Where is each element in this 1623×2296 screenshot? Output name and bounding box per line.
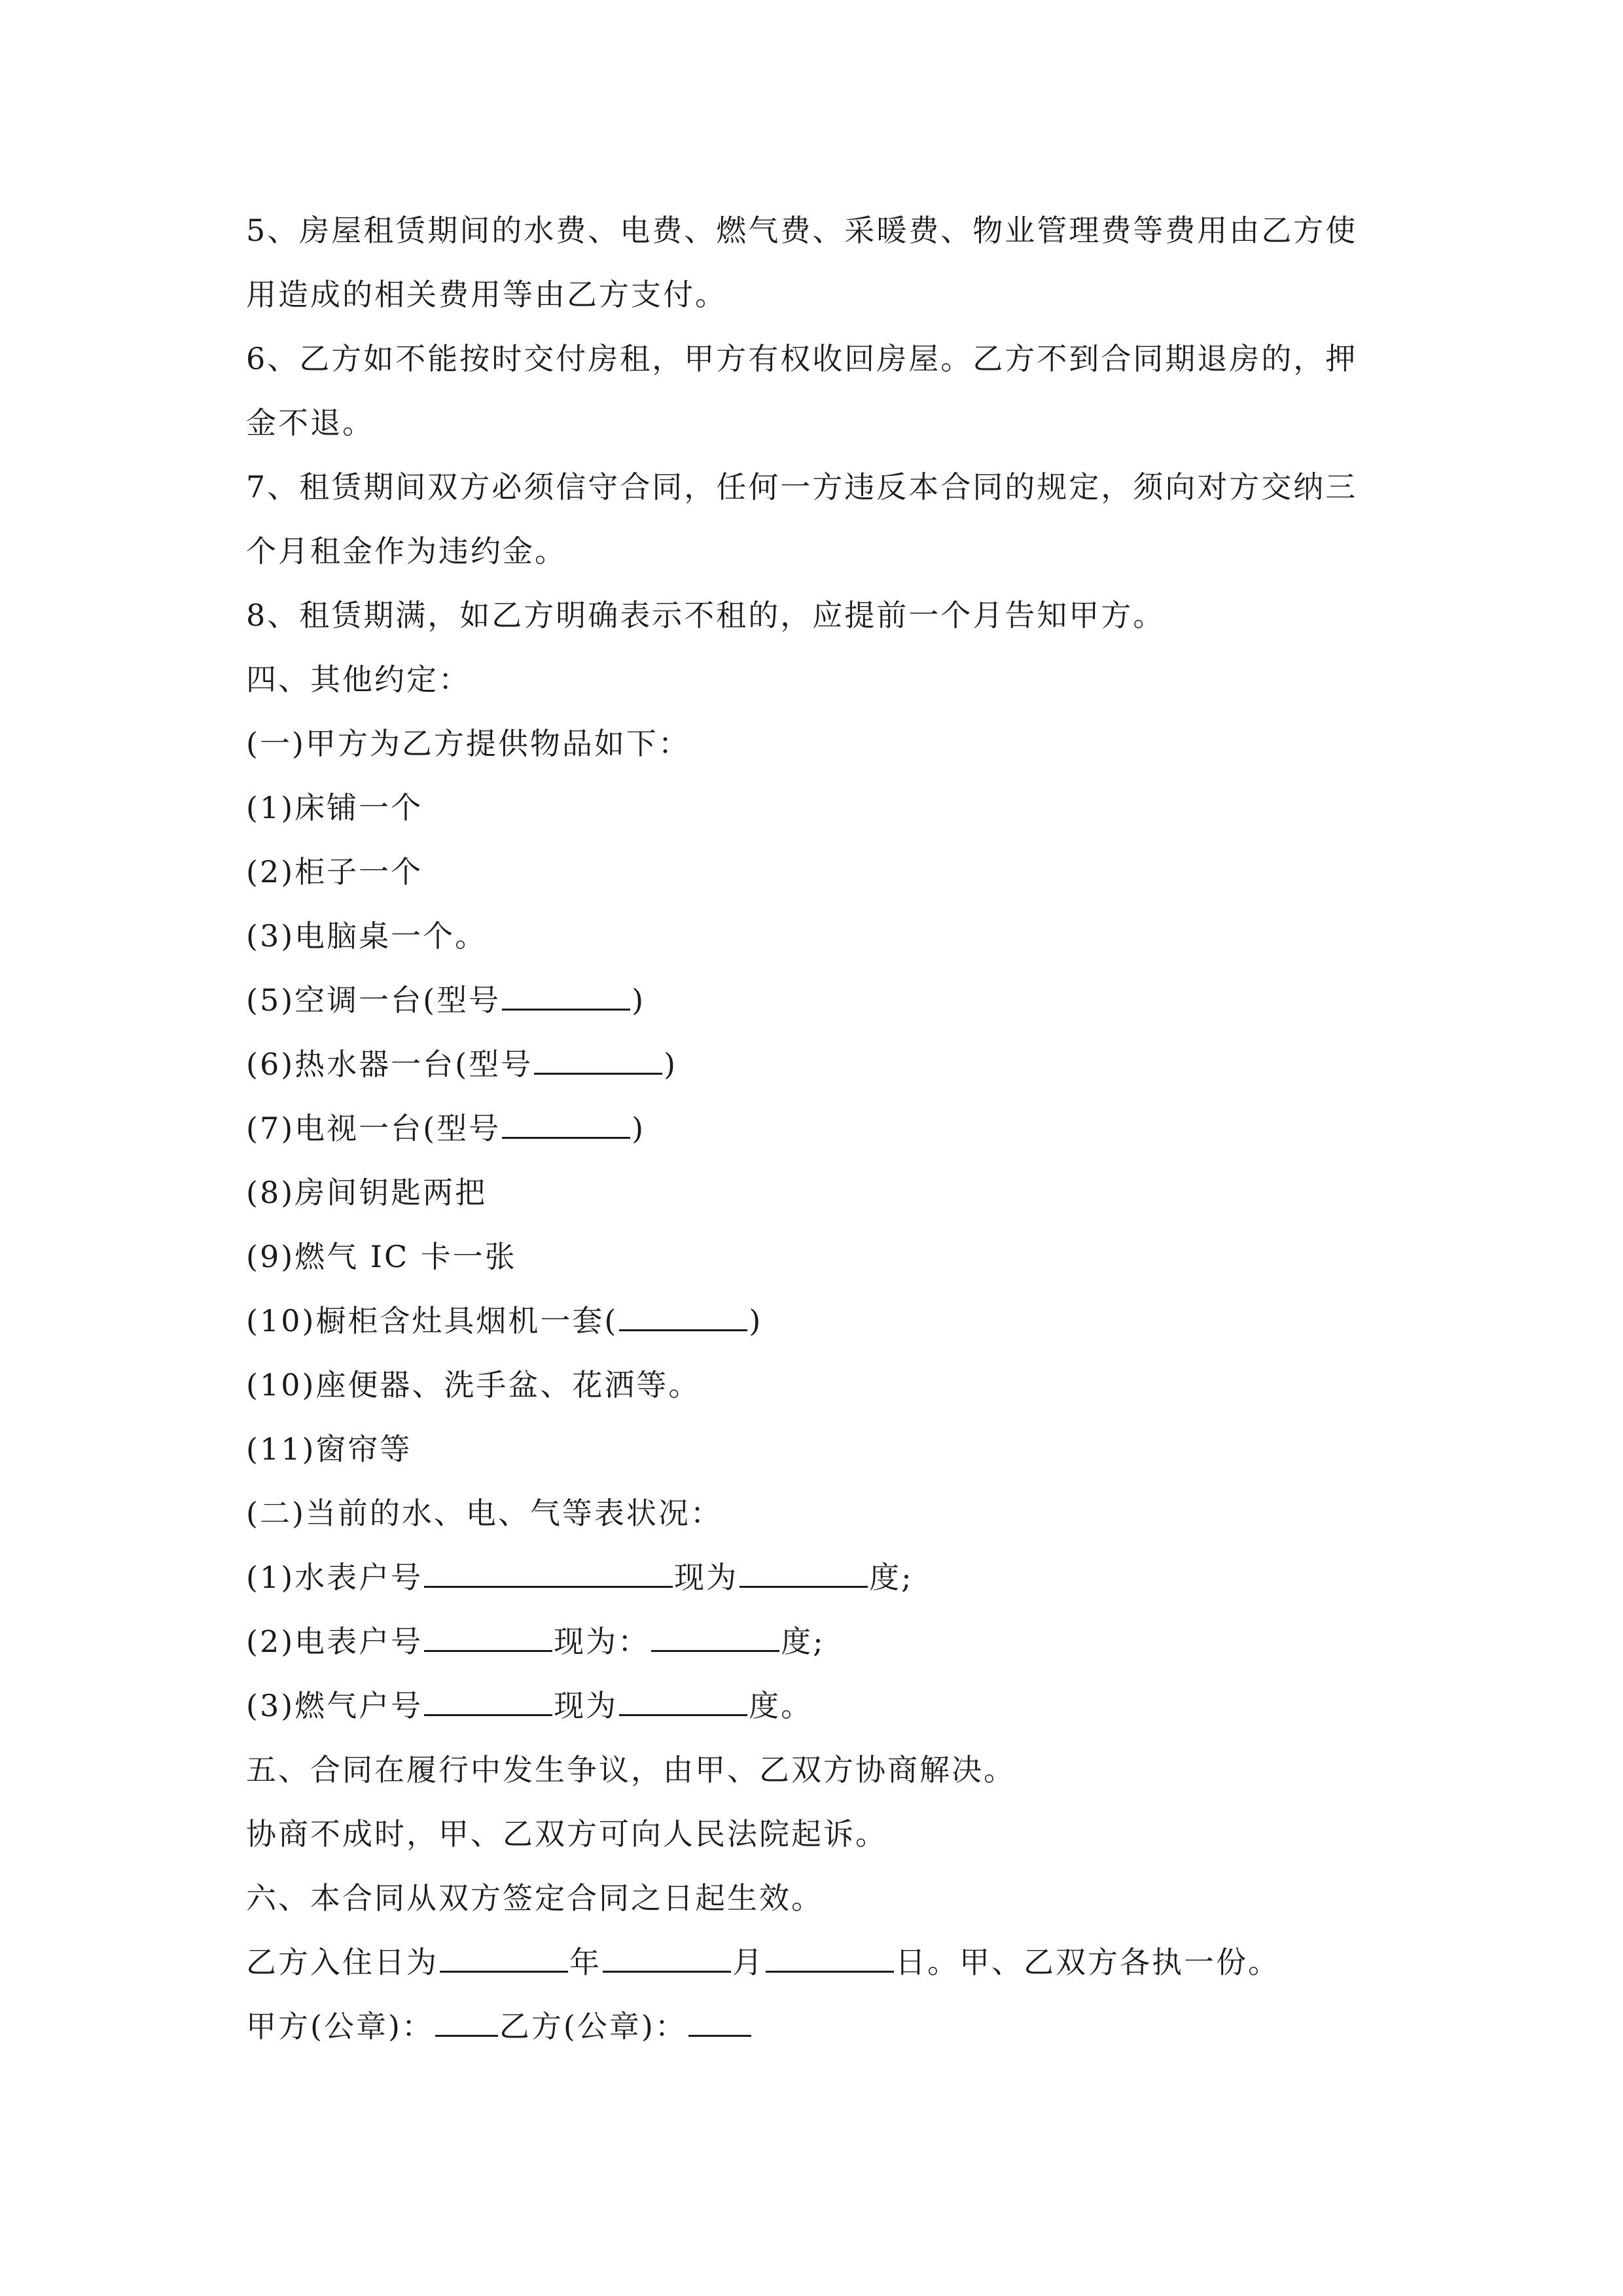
move-in-date [246, 1930, 1378, 1994]
item-keys [246, 1160, 1378, 1225]
clause-5-line-2 [246, 262, 1378, 327]
clause-text: 个月租金作为违约金。 [246, 533, 567, 569]
section-heading-text: 四、其他约定： [246, 662, 471, 697]
party-a-seal-blank[interactable] [435, 2005, 498, 2037]
contract-body [246, 198, 1378, 2058]
kitchen-cabinet-blank[interactable] [619, 1299, 747, 1331]
tv-model-blank[interactable] [502, 1107, 630, 1139]
subsection-2-heading [246, 1481, 1378, 1545]
clause-text: 5、房屋租赁期间的水费、电费、燃气费、采暖费、物业管理费等费用由乙方使 [246, 213, 1358, 248]
item-text-end: ) [749, 1303, 763, 1338]
meter-reading-label: 现为 [674, 1560, 739, 1595]
subsection-1-heading [246, 711, 1378, 776]
clause-text: 金不退。 [246, 405, 374, 440]
section-4-heading [246, 647, 1378, 711]
item-text: (9)燃气 IC 卡一张 [246, 1239, 517, 1274]
item-text-end: ) [632, 1111, 646, 1146]
meter-electric [246, 1609, 1378, 1674]
item-text: (10)座便器、洗手盆、花洒等。 [246, 1367, 701, 1403]
party-b-seal-label: 乙方(公章)： [499, 2009, 687, 2044]
meter-label: (1)水表户号 [246, 1560, 423, 1595]
clause-text: 6、乙方如不能按时交付房租，甲方有权收回房屋。乙方不到合同期退房的，押 [246, 341, 1358, 376]
item-gas-card [246, 1225, 1378, 1289]
subsection-heading-text: (二)当前的水、电、气等表状况： [246, 1496, 722, 1531]
move-in-day-blank[interactable] [766, 1941, 894, 1973]
clause-6-line-1 [246, 327, 1378, 391]
meter-label: (3)燃气户号 [246, 1688, 423, 1723]
day-label: 日。甲、乙双方各执一份。 [895, 1945, 1280, 1980]
water-heater-model-blank[interactable] [534, 1043, 662, 1075]
item-water-heater [246, 1032, 1378, 1096]
item-bed [246, 776, 1378, 840]
ac-model-blank[interactable] [502, 978, 630, 1011]
item-text: (8)房间钥匙两把 [246, 1175, 488, 1210]
gas-reading-blank[interactable] [619, 1684, 747, 1716]
section-heading-text: 五、合同在履行中发生争议，由甲、乙双方协商解决。 [246, 1752, 1016, 1787]
move-in-year-blank[interactable] [440, 1941, 568, 1973]
electric-account-blank[interactable] [424, 1620, 552, 1652]
move-in-month-blank[interactable] [603, 1941, 731, 1973]
clause-text: 协商不成时，甲、乙双方可向人民法院起诉。 [246, 1816, 887, 1852]
item-text: (6)热水器一台(型号 [246, 1047, 533, 1082]
item-text: (11)窗帘等 [246, 1431, 412, 1467]
water-account-blank[interactable] [424, 1556, 673, 1588]
item-text: (3)电脑桌一个。 [246, 918, 488, 954]
clause-7-line-2 [246, 519, 1378, 583]
meter-reading-label: 现为 [554, 1688, 618, 1723]
item-text-end: ) [664, 1047, 678, 1082]
meter-label: (2)电表户号 [246, 1624, 423, 1659]
clause-text: 用造成的相关费用等由乙方支付。 [246, 277, 727, 312]
party-a-seal-label: 甲方(公章)： [246, 2009, 434, 2044]
section-5-detail [246, 1802, 1378, 1866]
month-label: 月 [732, 1945, 764, 1980]
meter-gas [246, 1674, 1378, 1738]
item-text: (2)柜子一个 [246, 854, 423, 889]
electric-reading-blank[interactable] [651, 1620, 779, 1652]
item-text: (7)电视一台(型号 [246, 1111, 501, 1146]
meter-unit: 度; [869, 1560, 914, 1595]
item-computer-desk [246, 904, 1378, 968]
clause-6-line-2 [246, 391, 1378, 455]
clause-8 [246, 583, 1378, 647]
water-reading-blank[interactable] [740, 1556, 868, 1588]
meter-water [246, 1545, 1378, 1609]
clause-5-line-1 [246, 198, 1378, 262]
meter-reading-label: 现为： [554, 1624, 651, 1659]
item-text-end: ) [632, 982, 646, 1018]
item-cabinet [246, 840, 1378, 904]
party-b-seal-blank[interactable] [688, 2005, 751, 2037]
item-kitchen-cabinet [246, 1289, 1378, 1353]
item-bathroom [246, 1353, 1378, 1417]
clause-text: 7、租赁期间双方必须信守合同，任何一方违反本合同的规定，须向对方交纳三 [246, 469, 1358, 505]
signature-line [246, 1994, 1378, 2058]
item-tv [246, 1096, 1378, 1160]
gas-account-blank[interactable] [424, 1684, 552, 1716]
subsection-heading-text: (一)甲方为乙方提供物品如下： [246, 726, 690, 761]
item-text: (10)橱柜含灶具烟机一套( [246, 1303, 618, 1338]
item-text: (1)床铺一个 [246, 790, 423, 825]
section-6-heading [246, 1866, 1378, 1930]
year-label: 年 [569, 1945, 601, 1980]
item-air-conditioner [246, 968, 1378, 1032]
meter-unit: 度; [781, 1624, 825, 1659]
clause-text: 8、租赁期满，如乙方明确表示不租的，应提前一个月告知甲方。 [246, 598, 1166, 633]
clause-7-line-1 [246, 455, 1378, 519]
item-curtains [246, 1417, 1378, 1481]
section-heading-text: 六、本合同从双方签定合同之日起生效。 [246, 1880, 823, 1916]
meter-unit: 度。 [749, 1688, 813, 1723]
date-label: 乙方入住日为 [246, 1945, 438, 1980]
section-5-heading [246, 1738, 1378, 1802]
item-text: (5)空调一台(型号 [246, 982, 501, 1018]
